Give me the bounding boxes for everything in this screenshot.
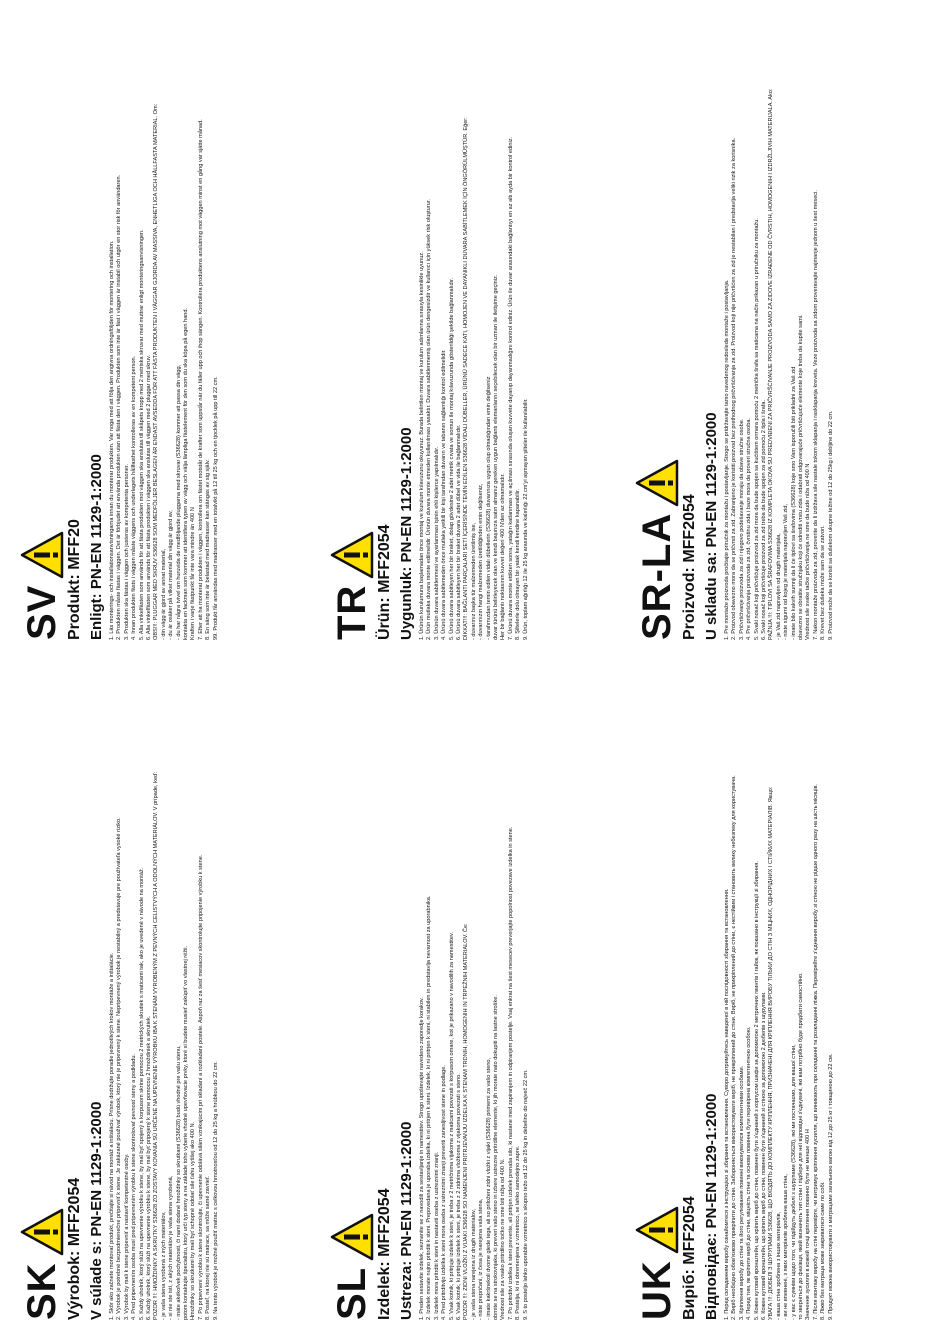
instruction-line: - ваша стіна зроблена з інших матеріалів, <box>775 1211 782 1320</box>
section-sv <box>20 20 320 640</box>
instruction-line: 3. Pričvršćivanje proizvoda za zid i njegovo podešavanje moraju da obave stručne osobe. <box>738 418 745 640</box>
instruction-line: OBS!!!: PLUGGAR MED SKRUV S36628 SOM MEDFÖLJER BESLAGEN ÄR ENDAST AVSEDDA FÖR ATT FÄSTA PRODUKTEN I VÄGGAR GJORDA AV MASSIVA, ENHETLIGA OCH HÅLLFASTA MATERIAL. Om: <box>153 103 160 640</box>
instruction-line: 2. Ürün mutlaka duvara monte edilmelidir. Ürünün duvara monte etmeden kullanılması yasaktır. Duvara sabitlenmemiş olan ürün dengesizdir ve kullanıcı için yüksek risk oluşturur. <box>426 199 433 640</box>
warning-triangle-icon <box>20 1208 64 1256</box>
instruction-line: DİKKAT!!!: BAĞLANTI PARÇALARI SETİ İÇERİSİNDE TEMİN EDİLEN S36628 VİDALI DÜBELLER, ÜRÜNÜ SADECE KATI, HOMOJEN VE DAYANIKLI DUVARA SABİTLEMEK İÇİN ÖNGÖRÜLMÜŞTÜR. Eğer: <box>463 117 470 640</box>
instruction-line: - duvarınızın hangi malzemeden üretildiğinden emin değilseniz, <box>478 483 485 640</box>
language-code: SK <box>20 1262 64 1320</box>
warning-triangle-icon <box>330 1213 374 1261</box>
instruction-line: 9. Na tento výrobok je možné použiť matrac s celkovou hmotnosťou od 12 do 25 kg a hrúbkou do 22 cm. <box>212 1061 219 1320</box>
section-sk <box>20 700 320 1320</box>
instruction-line: 7. Ürünü duvara monte ettikten sonra, yatağın katlanması ve açılması sırasında oluşan kuvvete dayanıp dayanmadığını kontrol ediniz. Ürün ile duvar arasındaki bağlantıyı en az altı ayda bir kontrol ediniz. <box>507 136 514 640</box>
instruction-line: Vrednost sile za vsako pritrdilno točko ne sme biti nižja od 400 N. <box>500 1158 507 1320</box>
instruction-line: 6. Кожен кутовий кронштейн, що кріпить виріб до стіни, повинен бути з'єднаний зі стіною за допомогою 2 дюбелів з шурупами. <box>761 991 768 1320</box>
standard-compliance: V súlade s: PN-EN 1129-1:2000 <box>88 1101 105 1320</box>
instruction-line: - je vaša stena vyrobená z iných materiálov, <box>160 1211 167 1320</box>
section-uk <box>635 700 935 1320</box>
instruction-line: 3. Produkten ska fästas i väggen och justeras av kompetenta personer. <box>123 464 130 640</box>
instruction-line: Her bir bağlantı noktasının kuvvet değeri 400 N'den az olmamalıdır. <box>500 473 507 640</box>
instruction-line: 5. Svaki nosač koji pričvršćuje proizvod za zid mora da bude spojen sa kućištem ormara pomoću 2 metrička šrafa sa maticama na način prikazan u priručniku za montažu. <box>753 218 760 640</box>
section-header <box>20 20 64 640</box>
instruction-line: 1. Pre montaže proizvoda pročitajte priručnik za montažu i postavljanje. Strogo se pridržavajte tamo navedenog redosleda montaže i postavljanja. <box>724 279 730 640</box>
standard-compliance: Uygunluk: PN-EN 1129-1:2000 <box>398 427 415 640</box>
instruction-line: potom kontaktujte špecialistu, ktorý určí typ steny a na základe toho vyberie vhodné upevňovacie prvky, ktoré si budete musieť zakúpiť vo vlastnej réžii. <box>183 945 190 1320</box>
instruction-line: 3. Izdelek mora pritrditi k steni in nastaviti oseba z ustreznimi znanji. <box>433 1151 440 1320</box>
instruction-line: 5. Každý uholník, ktorý slúži na upevnenie výrobku k stene, by mal byť spojený s korpusom skrine pomocou 2 metrických skrutiek s maticami tak, ako je uvedené v návode na montáž. <box>138 867 145 1320</box>
language-code: TR <box>330 584 374 640</box>
instruction-line: Kraften i varje fästpunkt får inte vara mindre än 400 N <box>190 507 197 640</box>
instruction-line: - niste sigurni od kojeg je materijala napravljen Vaš zid, <box>783 503 790 640</box>
instruction-line: obavezno se obratite stručnjaku koji će odrediti vrstu zida i odabrati odgovarajuće pričvršćujuće elemente koje treba da kupite sami. <box>798 314 805 640</box>
language-code: SR-LA <box>635 512 679 640</box>
instruction-line: 7. Efter att ha monterat produkten i väggen, kontrollera om fästet motstår de krafter som uppstår när du fäller upp och ihop sängen. Kontrollera produktens anslutning mot väggen minst en gång var sjätte månad. <box>197 119 204 640</box>
instruction-line: 7. Po pritrditvi izdelka k steni preverite, ali pritrjen izdelek prenaša silo, ki nastane med zapiranjem in odpiranjem postelje. Vsaj enkrat na šest mesecev preverjajte popolnost povezave izdelka in stene. <box>507 826 514 1320</box>
standard-compliance: Enligt: PN-EN 1129-1:2000 <box>88 454 105 640</box>
product-name: Ürün: MFF2054 <box>376 524 393 640</box>
instruction-line: kontakta en fackman som kommer att identifiera typen av vägg och välja lämpliga fästelement för den som du ska köpa på egen hand. <box>183 307 190 640</box>
instruction-line: - duvarınız başka tür malzemeden üretilmiş ise, <box>470 522 477 640</box>
instruction-line: - ви не впевнені, з яких матеріалів зроблена ваша стіна, <box>783 1174 790 1320</box>
instruction-line: 1. Läs monterings- och installationsanvisningarna innan du monterar produkten. Var noga med att följa den angivna ordningsföljden för montering och installation. <box>109 240 115 640</box>
instruction-line: 1. Ürünün kurulumuna başlamadan önce montaj ve kurulum kılavuzunu okuyunuz. Burada belirtilen montaj ve kurulum adımlarına sırasıyla kesinlikle uyunuz. <box>419 251 425 640</box>
instruction-line: 4. Pre pričvršćivanja proizvoda za zid, čvrstinu zida i baze mora da proveri stručna osoba. <box>746 418 753 640</box>
instruction-line: 3. Кріплення виробу до стіни та його регулювання повинні виконуватися компетентними особами. <box>738 1065 745 1320</box>
instruction-line: 8. Krevet bez dušeka može sam da se zatvori. <box>820 525 827 640</box>
instruction-line: - du är osäker på vilket material din vägg är gjord av, <box>168 510 175 640</box>
warning-triangle-icon <box>20 531 64 579</box>
instructions-body <box>419 700 530 1320</box>
instruction-line: 8. Şiltelerle dolu olmayan bir yatak kendi kendine kapanabilir. <box>515 488 522 640</box>
instruction-line: - у вас є сумніви щодо того, чи підійдуть дюбелі з шурупами (S36628), які ми постачаємо, для вашої стіни, <box>790 1044 797 1320</box>
instruction-line: Vrednost sile svake tačke pričvršćivanja ne sme da bude niža od 400 N <box>805 463 812 640</box>
instruction-line: 8. Postelja, ki ni obremenjena z vzmetnico, se lahko samodejno zapre. <box>515 1145 522 1320</box>
instruction-line: 6. Každý uholník, ktorý slúži na upevnenie výrobku k stene, by mal byť pripojený k stene pomocou 2 hmoždiniek a skrutiek. <box>146 1015 153 1320</box>
standard-compliance: U skladu sa: PN-EN 1129-1:2000 <box>703 412 720 640</box>
instruction-line: 6. Vsak kotnik, ki pritrjuje izdelek k steni, je treba z 2 zidnima vložkoma z vijakoma povezati s steno. <box>456 1073 463 1320</box>
instruction-line: 7. Після монтажу виробу на стіні перевірте, чи витримує кріплення зусилля, що виникають при складанні та розкладанні ліжка. Перевіряйте з'єднання виробу зі стіною не рідше одного разу на шість місяців. <box>812 784 819 1320</box>
instruction-line: то зверніться до фахівця, який визначить тип стіни і підбере для неї відповідні з'єднувачі, які вам потрібно буде придбати самостійно. <box>798 972 805 1320</box>
section-header <box>20 700 64 1320</box>
instruction-line: 2. Produkten måste fästas i väggen. Det är förbjudet att använda produkten utan att fästa den i väggen. Produkten som inte är fäst i väggen är instabil och utgör en stor risk för användaren. <box>116 174 123 640</box>
instruction-line: - din vägg är gjord av annat material, <box>160 548 167 640</box>
instructions-body <box>109 20 220 640</box>
instruction-line: 1. Skôr ako začnete montovať produkt, prečítajte si návod na montáž a inštaláciu. Prísne dodržujte poradie jednotlivých krokov montáže a inštalácie. <box>109 952 115 1320</box>
standard-compliance: Відповідає: PN-EN 1129-1:2000 <box>703 1093 720 1320</box>
instruction-line: 3. Výrobok by mali k stene pripevniť a nastaviť kompetentné osoby. <box>123 1153 130 1320</box>
product-name: Produkt: MFF20 <box>66 519 83 640</box>
section-sr-la <box>635 20 935 640</box>
instruction-line: - imate kakršnekoli dvome glede tega, ali so priloženi zidni vložki z vijaki (S36628) primerni za vašo steno, <box>485 1057 492 1320</box>
instruction-line: 7. Po pripevnení výrobku k stene skontrolujte, či upevnenie odolává silám vznikajúcim pri skladaní a rozkladaní postele. Aspoň raz za šesť mesiacov skontrolujte pripojenie výrobku k stene. <box>197 854 204 1320</box>
instruction-line: - máte akékoľvek pochybnosti, či nami dodané hmoždinky so skrutkami (S36628) budú vhodné pre vašu stenu, <box>175 1045 182 1320</box>
language-code: SV <box>20 584 64 640</box>
product-name: Виріб: MFF2054 <box>681 1196 698 1320</box>
instruction-line: - du har några tvivel om huruvida de medföljande pluggarna med skruvar (S36628) kommer att passa din vägg, <box>175 364 182 640</box>
instruction-line: - je vaša stena narejena iz drugih materialov, <box>470 1209 477 1320</box>
instruction-line: - niste prepričani, iz česa je narejena vaša stena, <box>478 1198 485 1320</box>
section-header <box>635 700 679 1320</box>
section-header <box>635 20 679 640</box>
section-sl <box>330 700 630 1320</box>
warning-triangle-icon <box>330 531 374 579</box>
instruction-line: 6. Alla vinkelfästen som används för att fästa produkten i väggen ska anslutas till väggen med 2 pluggar med skruv. <box>146 354 153 640</box>
instruction-line: 5. Кожен кутовий кронштейн, що кріпить виріб до стіни, повинен бути з'єднаний з корпусом шафи за допомогою 2 метричних гвинтів і гайок, як показано в інструкції зі збирання. <box>753 861 760 1320</box>
instruction-line: 7. Nakon montaže proizvoda za zid, proverite da li izdržava sile nastale tokom sklapanja i rasklapanja kreveta. Veze proizvoda sa zidom proveravajte najmanje jednom u šest meseci. <box>812 190 819 640</box>
instruction-line: УВАГА !!!: ДЮБЕЛІ З ШУРУПАМИ S36628, ЩО ВХОДЯТЬ ДО КОМПЛЕКТУ КРІПЛЕННЯ, ПРИЗНАЧЕНІ ДЛЯ КРІПЛЕННЯ ВИРОБУ ТІЛЬКИ ДО СТІН З МІЦНИХ, ОДНОРІДНИХ І СТІЙКИХ МАТЕРІАЛІВ. Якщо: <box>768 786 775 1320</box>
instruction-line: 6. Svaki nosač koji pričvršćuje proizvod za zid treba da bude spojen za zid pomoću 2 tipla i šrafa. <box>761 399 768 640</box>
instructions-body <box>724 700 835 1320</box>
instruction-line: PAŽNJA !!!: TIPLOVI SA ŠRAFOVIMA S36628 IZ KOMPLETA OKOVA SU PREDVIĐENI ZA PRIČVRŠĆIVANJE PROIZVODA SAMO ZA ZIDOVE IZRAĐENE OD ČVRSTIH, HOMOGENIH I IZDRŽLJIVIH MATERIJALA. Ako: <box>768 88 775 640</box>
warning-triangle-icon <box>635 459 679 507</box>
section-tr <box>330 20 630 640</box>
instruction-line: 9. Ürün, toplam ağırlığı 12 ile 25 kg arasında ve kalınlığı 22 cm'yi aşmayan şilteler ile kullanılabilir. <box>522 398 529 640</box>
standard-compliance: Ustreza: PN-EN 1129-1:2000 <box>398 1121 415 1320</box>
instruction-line: - tarafımızdan temin edilen vidalı dübellerin (S36628) duvarınıza uygun olup olmadığından emin değilseniz <box>485 376 492 640</box>
section-header <box>330 700 374 1320</box>
instruction-line: POZOR !!!: HMOŽDINKY A SKRUTKY S36628 ZO ZOSTAVY KOVANIA SÚ URČENÉ NA UPEVNENIE VÝROBKU IBA K STENÁM VYROBENÝM Z PEVNÝCH CELISTVÝCH A ODOLNÝCH MATERIÁLOV. V prípade, keď: <box>153 771 160 1320</box>
instruction-line: POZOR !!!: ZIDNI VLOŽKI Z VIJAKI S36628 SO NAMENJENI PRITRJEVANJU IZDELKA K STENAM TRDNIH, HOMOGENIH IN TRPEŽNIH MATERIALOV. Če: <box>463 923 470 1320</box>
instructions-body <box>724 20 835 640</box>
instruction-line: 3. Ürünün duvara sabitlenmesi ve ayarlanması işinin ehli kişilerce yapılmalıdır. <box>433 446 440 640</box>
instruction-line: Hmoždinky so skrutkami by mali byť schopné odolať sile ťahu vyššej ako 400 N. <box>190 1121 197 1320</box>
instructions-body <box>109 700 220 1320</box>
instruction-line: 9. Proizvod može da se koristi sa dušekom ukupne težine od 12 do 25kg i debljine do 22 cm. <box>827 410 834 640</box>
instruction-line: 5. Alla vinkelfästen som används för att fästa produkten mot väggen ska anslutas till skåpets kropp med 2 metriska skruvar med muttrar enligt monteringsanvisningen. <box>138 229 145 640</box>
instructions-body <box>419 20 530 640</box>
language-code: UK <box>635 1260 679 1320</box>
instruction-line: 9. Продукт можна використовувати з матрацами загальною вагою від 12 до 25 кг і товщиною до 22 см. <box>827 1053 834 1320</box>
instruction-line: 5. Vsak kotnik, ki pritrjuje izdelek k steni, je treba z 2 metričnima vijakoma z maticami povezati s korpusom omare, kot je prikazano v navodilih za namestitev. <box>448 932 455 1320</box>
instruction-line: 8. En säng som inte är belastad med madrasser kan stängas av sig själv. <box>205 459 212 640</box>
instruction-line: 2. Výrobok je potrebné bezpodmienečne pripevniť k stene. Je zakázané používať výrobok, ktorý nie je pripevnený k stene. Nepripevnený výrobok je nestabilný a predstavuje pre používateľa vysoké riziko. <box>116 817 123 1320</box>
instruction-line: - imate bilo kakvih sumnji da li će tiplovi sa šrafovima (S36628) koje smo Vam isporučili biti prikladni za Vaš zid <box>790 366 797 640</box>
instruction-line: 4. Перед тим, як кріпити виріб до стіни, міцність стіни та основи повинна бути перевірена компетентною особою. <box>746 1026 753 1320</box>
instruction-line: 4. Ürünü duvara sabitlemeden önce mutlaka yetkili bir kişi tarafından duvarın ve tabanın sağlamlığı kontrol edilmelidir. <box>441 349 448 640</box>
instruction-line: 6. Ürünü duvara sabitleyen her bir braket duvara 2 adet dübel ve vida ile bağlanmalıdır. <box>456 424 463 640</box>
instruction-line: - je Vaš zid napravljen od drugih materijala, <box>775 533 782 640</box>
instruction-line: 2. Proizvod obavezno mora da se pričvrsti za zid. Zabranjeno je koristiti proizvod bez prethodnog pričvršćivanja za zid. Proizvod koji nije pričvršćen za zid je nestabilan i predstavlja veliki rizik za korisnika. <box>731 137 738 640</box>
instruction-line: 8. Ліжко без матраца може закриватися саме по собі. <box>820 1181 827 1320</box>
instruction-line: obrnite se na strokovnjaka, ki preveri vašo steno in izbere ustrezne pritrdilne elemente, ki jih morate nato dokupiti na lastne stroške. <box>493 995 500 1320</box>
instruction-line: 5. Ürünü duvara sabitleyen her bir braket, dolap gövdesine 2 adet metrik cıvata ve somun ile montaj kılavuzunda gösterildiği şekilde bağlanmalıdır. <box>448 277 455 640</box>
language-code: SL <box>330 1266 374 1320</box>
instruction-line: duvar türünü belirleyecek olan ve kendi başınıza satın almanız gereken uygun bağlantı elemanlarını seçebilecek olan bir uzman ile iletişime geçiniz. <box>493 274 500 640</box>
instruction-line: - si nie ste istí, z akých materiálov je vaša stena vyrobená, <box>168 1175 175 1320</box>
instruction-line: 2. Виріб необхідно обов'язково прикріпити до стіни. Забороняється використовувати виріб, не прикріплений до стіни. Виріб, не прикріплений до стіни, є нестійким і становить велику небезпеку для користувача. <box>731 775 738 1320</box>
instruction-line: Значення зусилля в кожній точці кріплення повинно бути не менше 400 Н <box>805 1129 812 1320</box>
instruction-line: 9. S to posteljo lahko uporabite vzmetnico s skupno težo od 12 do 25 kg in debelino do največ 22 cm. <box>522 1069 529 1320</box>
instruction-line: 1. Перед складанням виробу ознайомтеся з інструкцією зі збирання та встановлення. Суворо дотримуйтесь наведеної в ній послідовності збирання та встановлення. <box>724 888 730 1320</box>
warning-triangle-icon <box>635 1206 679 1254</box>
instruction-line: 8. Posteľ, na ktorej nie sú matrace, sa môže samé zavrieť. <box>205 1175 212 1320</box>
instruction-line: 1. Preden sestavite izdelek, seznanite se z navodili za sestavljanje in namestitev. Strogo upoštevajte navedeno zaporedje korakov. <box>419 997 425 1320</box>
product-name: Výrobok: MFF2054 <box>66 1177 83 1320</box>
product-name: Izdelek: MFF2054 <box>376 1188 393 1320</box>
instruction-line: 99. Produkt får användas med madrasser med en totalvikt på 12 till 25 kg och en tjocklek på upp till 22 cm. <box>212 376 219 640</box>
instruction-line: 4. Innan produkten fästs i väggen måste väggens och underlagets hållfasthet kontrolleras av en kompetent person. <box>131 355 138 640</box>
section-header <box>330 20 374 640</box>
instruction-line: 2. Izdelek morate nujno pritrditi k steni. Prepovedana je uporaba izdelka, ki ni pritrjen k steni. Izdelek, ki ni pritrjen k steni, ni stabilen in predstavlja nevarnost za uporabnika. <box>426 895 433 1320</box>
instruction-line: 4. Pred pripevnením osoba musí pred pripevnením výrobku k stene skontrolovať pevnosť steny a podkladu. <box>131 1053 138 1320</box>
instruction-line: 4. Pred pritrditvijo izdelka k steni mora oseba z ustreznimi znanji preveriti zanesljivost stene in podlage. <box>441 1065 448 1320</box>
product-name: Proizvod: MFF2054 <box>681 494 698 640</box>
